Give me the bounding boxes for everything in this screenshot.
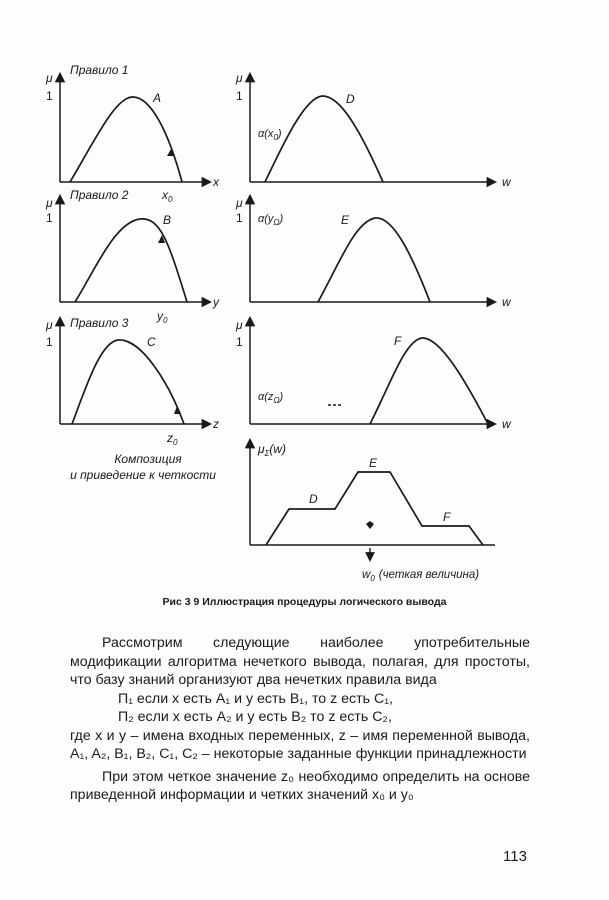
rule-2-membership-E <box>318 218 430 302</box>
composite-label-F: F <box>443 510 451 524</box>
rule-1-membership-A <box>70 97 182 182</box>
rule-1-input-plot <box>45 63 220 204</box>
rule-2-title: Правило 2 <box>70 188 129 202</box>
rule-3-out-one-label: 1 <box>236 335 243 349</box>
rule-1-out-axis-var-w: w <box>502 175 511 189</box>
composite-membership-curve <box>266 472 483 545</box>
rule-2-axis-var-y: y <box>213 295 219 309</box>
rule-2-input-plot <box>45 188 220 325</box>
rule-2-input-value-y0: $y_0$ <box>157 309 168 325</box>
rule-3-axis-var-z: z <box>213 417 219 431</box>
rule-2-statement: П₂ если x есть A₂ и y есть B₂ то z есть C₂, <box>118 709 392 725</box>
body-text <box>70 634 530 805</box>
rule-3-one-label: 1 <box>46 335 53 349</box>
composite-label-E: E <box>369 456 378 470</box>
paragraph-intro: Рассмотрим следующие наиболее употребительные модификации алгоритма нечеткого вывода, полагая, для простоты, что базу знаний организуют два нечетких правила вида <box>70 635 530 688</box>
rule-1-out-one-label: 1 <box>236 89 243 103</box>
rule-2-out-mu-label: μ <box>236 196 243 210</box>
rule-2-alpha-label: $\alpha(y_\Omega)$ <box>258 213 284 227</box>
composition-label-line1: Композиция <box>114 452 182 466</box>
rule-1-input-value-x0: $x_0$ <box>162 188 173 204</box>
rule-1-mu-label: μ <box>46 71 53 85</box>
rule-1-fn-label-D: D <box>346 92 355 106</box>
page-number: 113 <box>503 848 527 865</box>
rule-1-output-plot <box>235 71 512 189</box>
rule-3-input-plot <box>45 316 219 447</box>
rule-2-out-axis-var-w: w <box>502 295 511 309</box>
composite-plot <box>250 440 495 583</box>
rule-3-output-plot <box>235 318 512 431</box>
rule-2-fn-label-B: B <box>163 213 172 227</box>
rule-1-one-label: 1 <box>46 89 53 103</box>
rule-1-title: Правило 1 <box>70 63 129 77</box>
centroid-marker <box>366 521 374 529</box>
rule-3-marker <box>174 406 181 414</box>
rule-3-membership-F <box>370 338 488 424</box>
rule-3-out-mu-label: μ <box>236 318 243 332</box>
rule-2-membership-B <box>75 219 187 302</box>
composite-label-D: D <box>309 492 318 506</box>
rule-1-axis-var-x: x <box>213 175 219 189</box>
rule-2-one-label: 1 <box>46 211 53 225</box>
rule-3-alpha-label: $\alpha(z_\Omega)$ <box>258 391 284 405</box>
rule-2-mu-label: μ <box>46 196 53 210</box>
composite-axis-label: $\mu_\Sigma(w)$ <box>258 442 287 458</box>
rule-3-out-axis-var-w: w <box>502 417 511 431</box>
rule-1-membership-D <box>265 96 383 182</box>
rule-1-fn-label-A: A <box>153 91 162 105</box>
crisp-value-label: $w_0$ (четкая величина) <box>362 569 480 583</box>
rule-2-out-one-label: 1 <box>236 211 243 225</box>
rule-3-input-value-z0: $z_0$ <box>167 431 178 447</box>
rule-3-fn-label-F: F <box>394 334 402 348</box>
paragraph-variables: где x и y – имена входных переменных, z – имя переменной вывода, A₁, A₂, B₁, B₂, C₁, C₂ – некоторые заданные функции принадлежности <box>70 727 530 762</box>
rule-3-fn-label-C: C <box>147 335 156 349</box>
rule-1-alpha-label: $\alpha(x_0)$ <box>258 128 282 142</box>
figure-caption: Рис 3 9 Иллюстрация процедуры логического вывода <box>162 596 447 608</box>
paragraph-crisp-value: При этом четкое значение z₀ необходимо определить на основе приведенной информации и четких значений x₀ и y₀ <box>70 768 530 803</box>
rule-2-output-plot <box>235 196 512 309</box>
rule-3-mu-label: μ <box>46 318 53 332</box>
rule-1-out-mu-label: μ <box>236 71 243 85</box>
rule-3-title: Правило 3 <box>70 316 129 330</box>
rule-3-membership-C <box>72 340 184 424</box>
composition-label-line2: и приведение к четкости <box>70 468 216 482</box>
rule-1-statement: П₁ если x есть A₁ и y есть B₁, то z есть C₁, <box>118 690 393 707</box>
rule-2-fn-label-E: E <box>341 213 350 227</box>
